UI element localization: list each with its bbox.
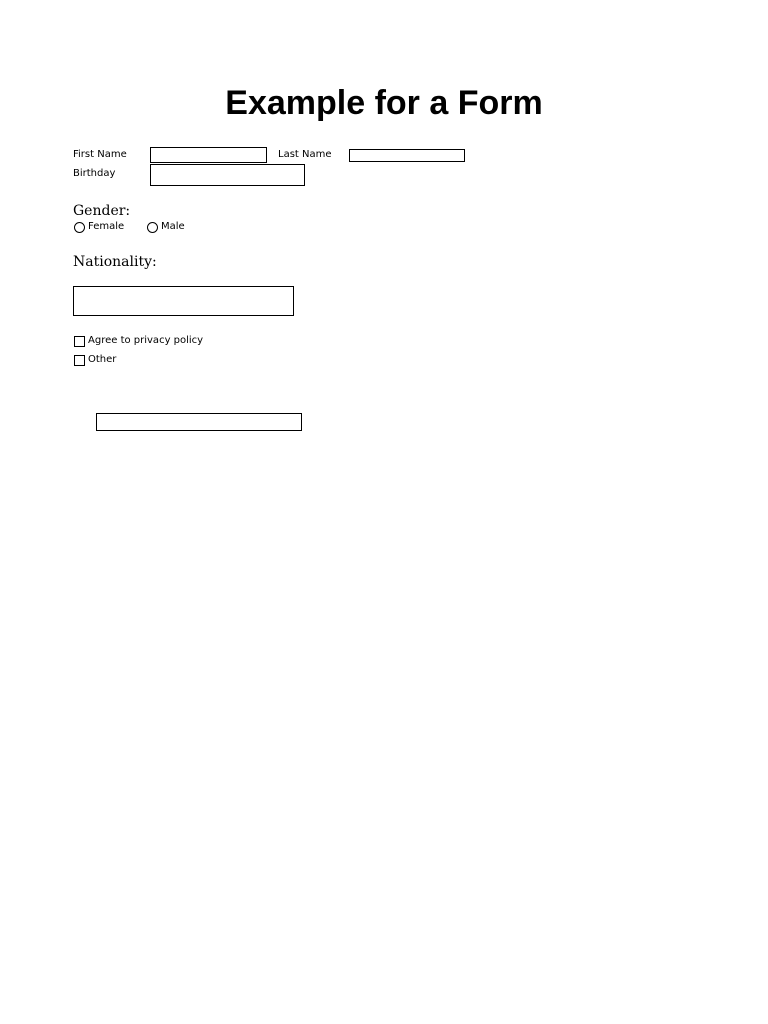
birthday-field[interactable] <box>150 164 305 186</box>
gender-female-radio[interactable] <box>74 222 85 233</box>
birthday-label: Birthday <box>73 168 116 179</box>
last-name-label: Last Name <box>278 149 332 160</box>
page-title: Example for a Form <box>225 84 543 122</box>
gender-label: Gender: <box>73 203 131 219</box>
gender-female-label: Female <box>88 221 125 232</box>
last-name-field[interactable] <box>349 149 465 162</box>
extra-text-field[interactable] <box>96 413 302 431</box>
gender-male-label: Male <box>161 221 185 232</box>
gender-male-radio[interactable] <box>147 222 158 233</box>
privacy-policy-checkbox[interactable] <box>74 336 85 347</box>
other-checkbox[interactable] <box>74 355 85 366</box>
other-label: Other <box>88 354 117 365</box>
first-name-field[interactable] <box>150 147 267 163</box>
nationality-field[interactable] <box>73 286 294 316</box>
nationality-label: Nationality: <box>73 254 157 270</box>
privacy-policy-label: Agree to privacy policy <box>88 335 204 346</box>
first-name-label: First Name <box>73 149 127 160</box>
